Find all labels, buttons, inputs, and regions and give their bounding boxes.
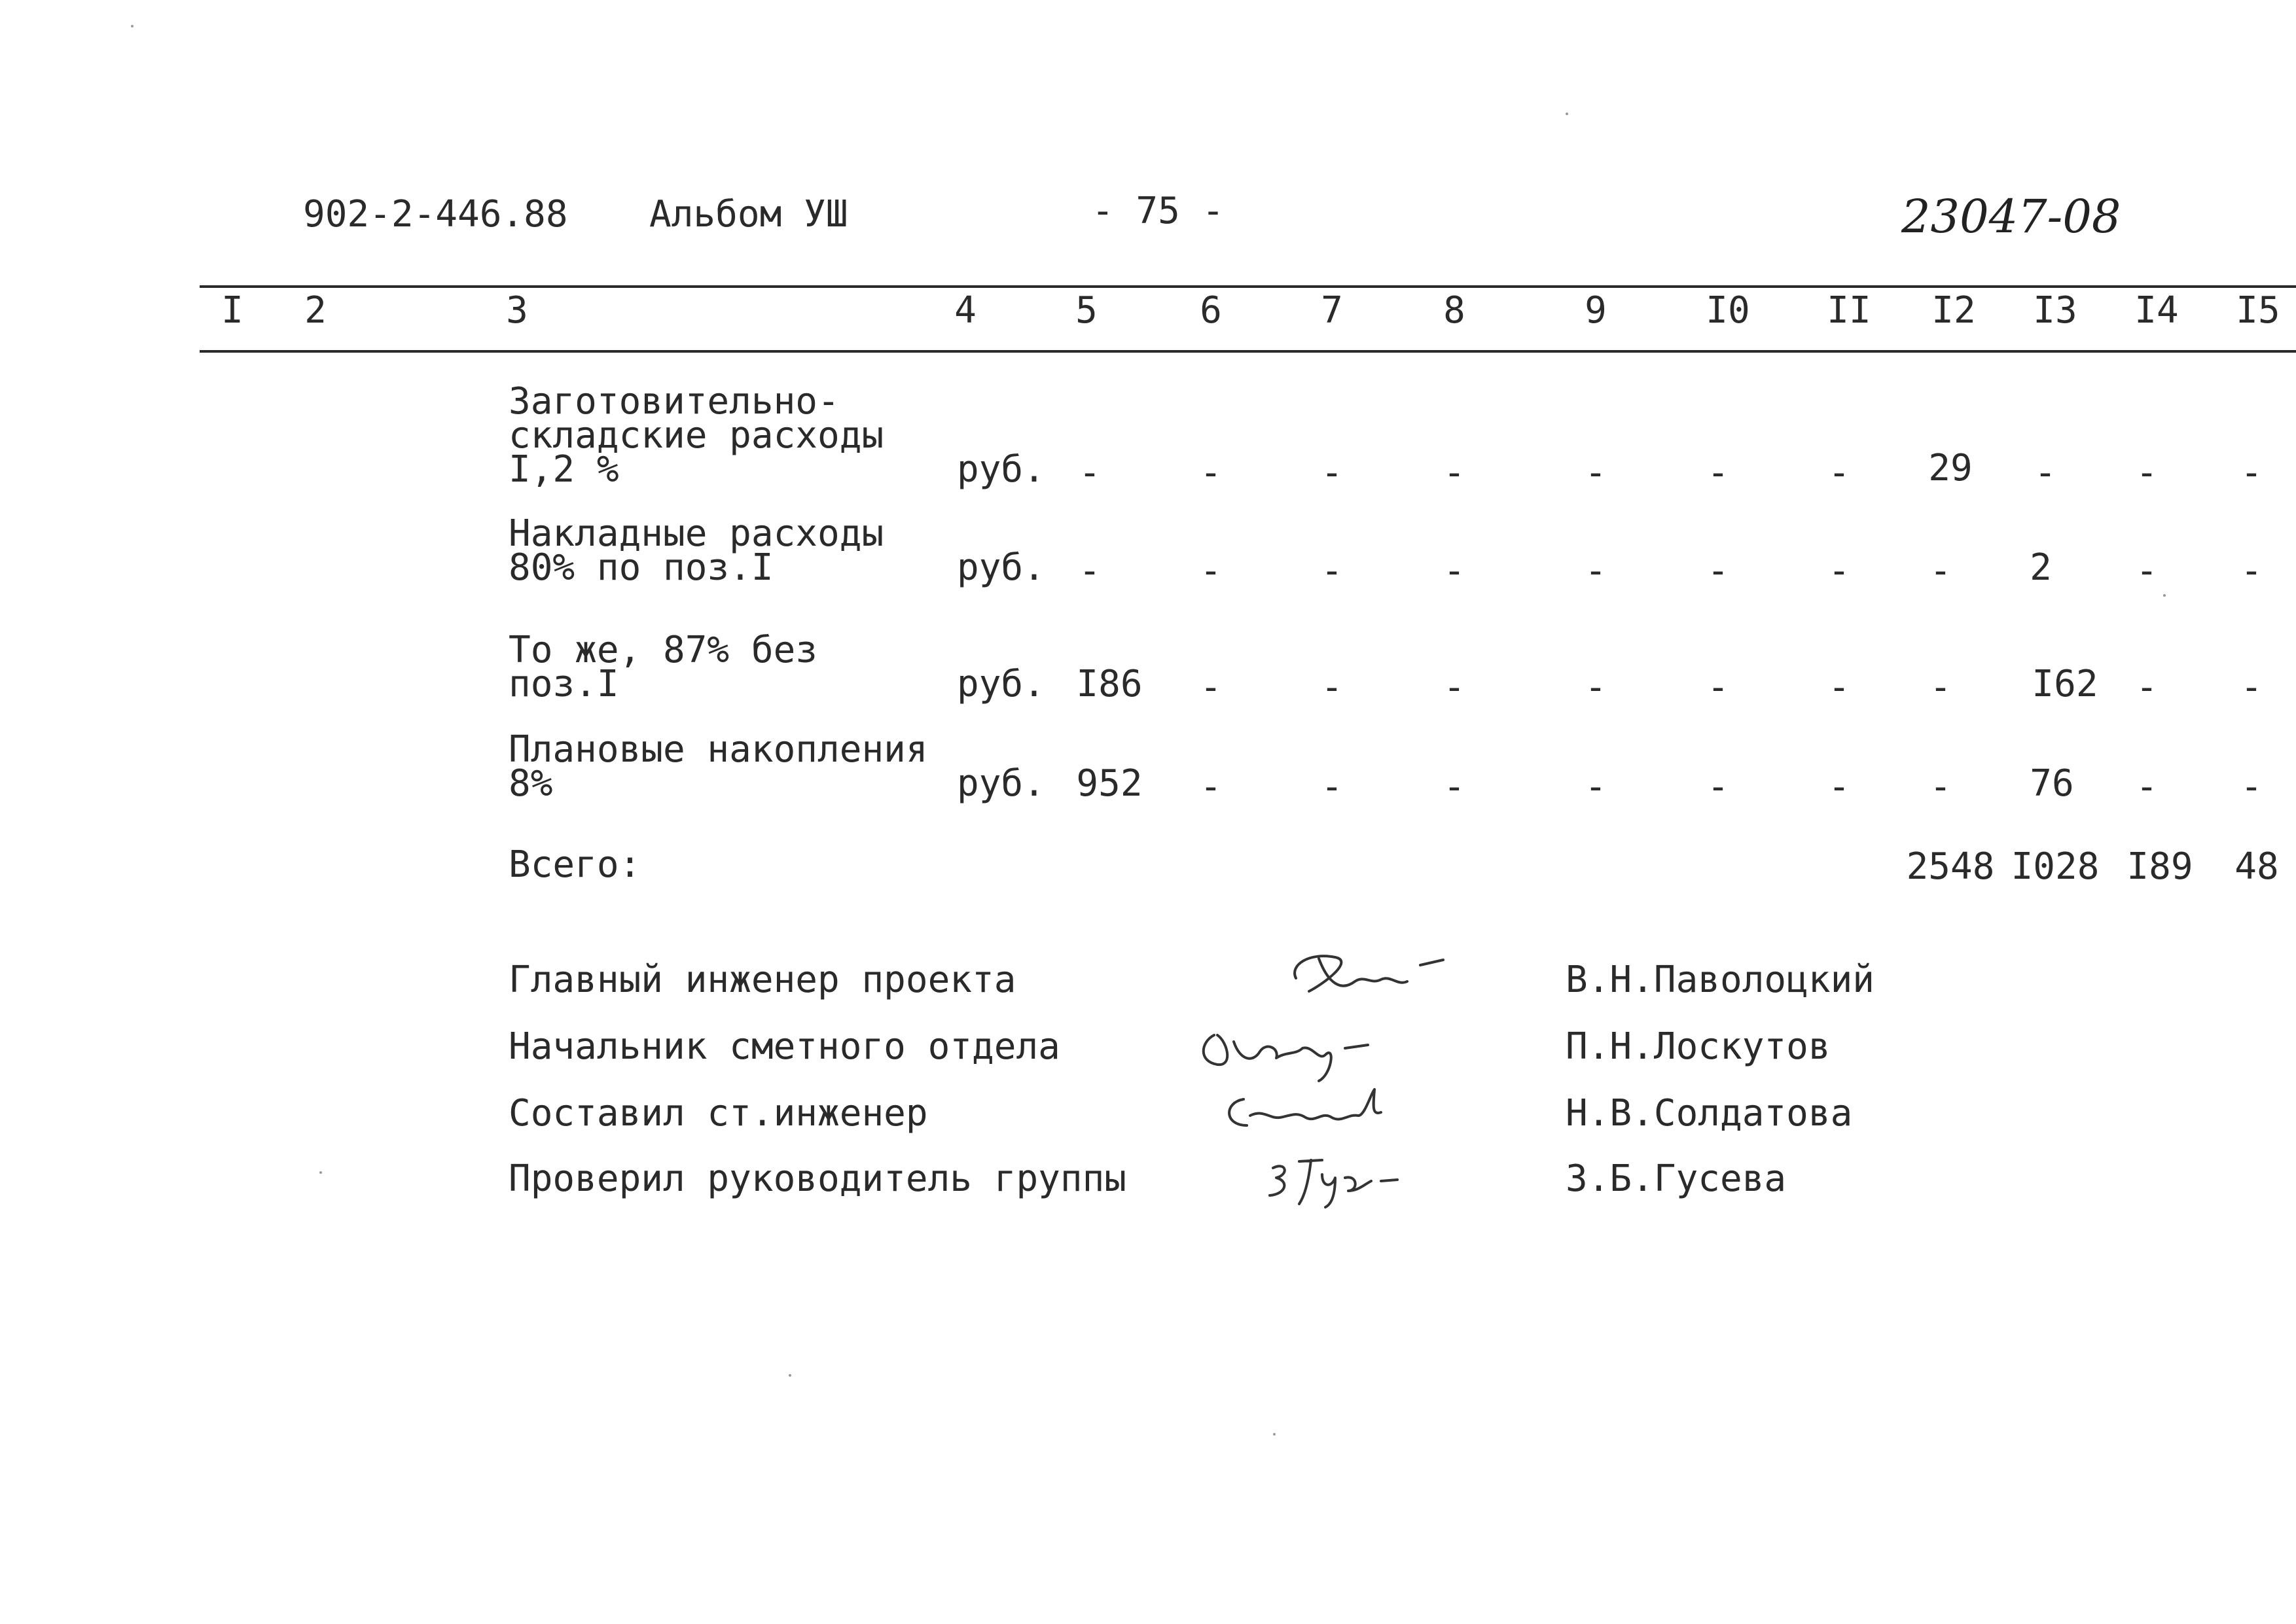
col-num-6: 6 bbox=[1200, 289, 1222, 332]
signatory-role: Начальник сметного отдела bbox=[509, 1025, 1060, 1068]
scan-speck bbox=[2163, 594, 2166, 597]
total-col15: 48 bbox=[2234, 845, 2279, 888]
scan-speck bbox=[1273, 1433, 1276, 1436]
row-description-line: Накладные расходы bbox=[509, 512, 884, 555]
col-num-10: I0 bbox=[1706, 289, 1750, 332]
signature-scribble-estimate-head bbox=[1188, 1015, 1424, 1087]
row-description-line: Плановые накопления bbox=[509, 728, 928, 771]
cell-col7: - bbox=[1321, 666, 1343, 709]
page-number: - 75 - bbox=[1092, 190, 1225, 232]
cell-col7: - bbox=[1321, 766, 1343, 808]
cell-col10: - bbox=[1707, 766, 1729, 808]
album-label: Альбом УШ bbox=[649, 193, 848, 236]
cell-col12: - bbox=[1929, 550, 1952, 592]
row-description-line: 8% bbox=[509, 762, 553, 805]
cell-col11: - bbox=[1828, 550, 1850, 592]
scan-speck bbox=[319, 1171, 322, 1174]
row-unit: руб. bbox=[957, 663, 1045, 705]
cell-col13: 2 bbox=[2030, 546, 2052, 589]
signatory-name: Н.В.Солдатова bbox=[1566, 1092, 1853, 1135]
total-col13: I028 bbox=[2011, 845, 2100, 888]
cell-col13: 76 bbox=[2030, 762, 2074, 805]
row-description-line: То же, 87% без bbox=[509, 629, 818, 671]
signatory-name: З.Б.Гусева bbox=[1566, 1157, 1787, 1200]
total-col14: I89 bbox=[2126, 845, 2193, 888]
scan-speck bbox=[789, 1374, 791, 1377]
cell-col5: I86 bbox=[1076, 663, 1143, 705]
col-num-14: I4 bbox=[2134, 289, 2179, 332]
cell-col8: - bbox=[1443, 766, 1465, 808]
signatory-role: Главный инженер проекта bbox=[509, 959, 1016, 1001]
signature-scribble-compiler bbox=[1217, 1080, 1427, 1139]
cell-col6: - bbox=[1200, 451, 1222, 494]
cell-col7: - bbox=[1321, 451, 1343, 494]
signatory-role: Проверил руководитель группы bbox=[509, 1157, 1127, 1200]
cell-col11: - bbox=[1828, 451, 1850, 494]
signatory-name: В.Н.Паволоцкий bbox=[1566, 959, 1875, 1001]
cell-col11: - bbox=[1828, 666, 1850, 709]
table-header-bottom-rule bbox=[200, 350, 2296, 353]
cell-col14: - bbox=[2136, 666, 2158, 709]
cell-col14: - bbox=[2136, 451, 2158, 494]
signatory-role: Составил ст.инженер bbox=[509, 1092, 928, 1135]
table-top-rule bbox=[200, 285, 2296, 288]
handwritten-inventory-number: 23047-08 bbox=[1901, 190, 2121, 243]
cell-col15: - bbox=[2240, 766, 2263, 808]
cell-col13: I62 bbox=[2032, 663, 2098, 705]
row-description-line: складские расходы bbox=[509, 414, 884, 457]
cell-col9: - bbox=[1585, 550, 1607, 592]
cell-col13: - bbox=[2034, 451, 2056, 494]
cell-col12: - bbox=[1929, 766, 1952, 808]
row-unit: руб. bbox=[957, 448, 1045, 491]
cell-col7: - bbox=[1321, 550, 1343, 592]
cell-col8: - bbox=[1443, 451, 1465, 494]
document-code: 902-2-446.88 bbox=[303, 193, 568, 236]
col-num-12: I2 bbox=[1931, 289, 1976, 332]
cell-col15: - bbox=[2240, 666, 2263, 709]
col-num-9: 9 bbox=[1585, 289, 1607, 332]
cell-col5: - bbox=[1079, 550, 1101, 592]
total-label: Всего: bbox=[509, 843, 641, 886]
cell-col9: - bbox=[1585, 766, 1607, 808]
row-description-line: поз.I bbox=[509, 663, 619, 705]
cell-col11: - bbox=[1828, 766, 1850, 808]
scan-speck bbox=[1566, 113, 1568, 115]
cell-col5: - bbox=[1079, 451, 1101, 494]
cell-col6: - bbox=[1200, 666, 1222, 709]
cell-col15: - bbox=[2240, 451, 2263, 494]
cell-col10: - bbox=[1707, 666, 1729, 709]
cell-col12: 29 bbox=[1928, 447, 1973, 489]
cell-col15: - bbox=[2240, 550, 2263, 592]
cell-col9: - bbox=[1585, 666, 1607, 709]
row-description-line: 80% по поз.I bbox=[509, 546, 774, 589]
row-description-line: I,2 % bbox=[509, 448, 619, 491]
cell-col12: - bbox=[1929, 666, 1952, 709]
signatory-name: П.Н.Лоскутов bbox=[1566, 1025, 1831, 1068]
col-num-8: 8 bbox=[1443, 289, 1465, 332]
total-col12: 2548 bbox=[1906, 845, 1995, 888]
cell-col6: - bbox=[1200, 766, 1222, 808]
row-description-line: Заготовительно- bbox=[509, 380, 840, 423]
cell-col5: 952 bbox=[1076, 762, 1143, 805]
col-num-11: II bbox=[1827, 289, 1871, 332]
col-num-5: 5 bbox=[1075, 289, 1098, 332]
col-num-4: 4 bbox=[954, 289, 977, 332]
scan-speck bbox=[131, 25, 134, 27]
cell-col6: - bbox=[1200, 550, 1222, 592]
signature-scribble-reviewer bbox=[1260, 1148, 1430, 1214]
signature-scribble-chief-engineer bbox=[1283, 945, 1479, 1004]
row-unit: руб. bbox=[957, 762, 1045, 805]
col-num-3: 3 bbox=[506, 289, 528, 332]
col-num-13: I3 bbox=[2033, 289, 2077, 332]
col-num-2: 2 bbox=[304, 289, 327, 332]
cell-col10: - bbox=[1707, 451, 1729, 494]
cell-col10: - bbox=[1707, 550, 1729, 592]
cell-col14: - bbox=[2136, 550, 2158, 592]
col-num-7: 7 bbox=[1321, 289, 1343, 332]
cell-col8: - bbox=[1443, 666, 1465, 709]
cell-col9: - bbox=[1585, 451, 1607, 494]
cell-col14: - bbox=[2136, 766, 2158, 808]
col-num-1: I bbox=[221, 289, 243, 332]
col-num-15: I5 bbox=[2236, 289, 2280, 332]
cell-col8: - bbox=[1443, 550, 1465, 592]
row-unit: руб. bbox=[957, 546, 1045, 589]
